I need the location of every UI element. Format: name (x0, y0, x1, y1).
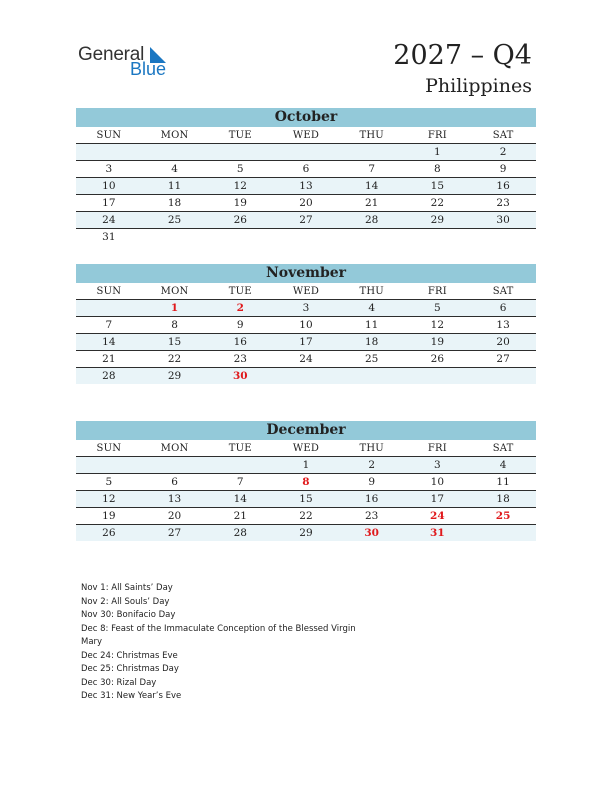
week-row (76, 300, 536, 317)
week-row (76, 195, 536, 212)
week-row (76, 161, 536, 178)
holiday-day-cell: 1 (142, 300, 208, 317)
day-cell (273, 368, 339, 385)
day-cell: 3 (405, 457, 471, 474)
day-cell: 10 (76, 178, 142, 195)
day-cell: 12 (76, 491, 142, 508)
day-cell: 8 (171, 319, 178, 331)
day-cell: 29 (405, 212, 471, 229)
week-row (76, 525, 536, 542)
day-cell: 26 (76, 525, 142, 542)
day-cell: 22 (167, 353, 182, 365)
week-row (76, 317, 536, 334)
day-cell (470, 229, 536, 246)
day-cell: 19 (233, 197, 247, 209)
day-cell: 25 (364, 353, 379, 365)
month-header: October (76, 108, 536, 127)
day-cell: 17 (102, 197, 116, 209)
note-line: Nov 1: All Saints’ Day (81, 583, 173, 593)
weekday-label: FRI (427, 442, 447, 454)
weekday-label: FRI (427, 285, 447, 297)
day-cell: 18 (167, 197, 182, 209)
note-line: Dec 30: Rizal Day (81, 677, 157, 688)
weekday-label: TUE (228, 285, 252, 297)
day-cell: 25 (142, 212, 208, 229)
day-cell: 13 (273, 178, 339, 195)
day-cell: 15 (142, 334, 208, 351)
day-cell (142, 457, 208, 474)
weekday-label: MON (160, 285, 189, 297)
day-cell: 30 (470, 212, 536, 229)
month-grid (76, 127, 536, 245)
day-cell: 6 (470, 300, 536, 317)
day-cell (76, 457, 142, 474)
day-cell: 28 (76, 368, 142, 385)
day-cell: 7 (105, 319, 113, 331)
day-cell (405, 229, 471, 246)
day-cell: 11 (142, 178, 208, 195)
weekday-label: MON (160, 129, 189, 141)
day-cell: 23 (496, 197, 510, 209)
brand-logo (78, 44, 198, 80)
day-cell: 16 (470, 178, 536, 195)
day-cell (339, 144, 405, 161)
day-cell: 2 (470, 144, 536, 161)
day-cell: 14 (76, 334, 142, 351)
month-december (76, 421, 536, 541)
month-header: December (76, 421, 536, 440)
day-cell: 9 (236, 319, 244, 331)
day-cell: 14 (207, 491, 273, 508)
day-cell: 11 (364, 319, 379, 331)
holiday-day-cell: 8 (302, 476, 310, 488)
holiday-day-cell: 2 (207, 300, 273, 317)
week-row (76, 229, 536, 246)
month-header: November (76, 264, 536, 283)
week-row (76, 508, 536, 525)
day-cell (405, 368, 471, 385)
holiday-day-cell: 25 (495, 510, 511, 522)
day-cell: 16 (207, 334, 273, 351)
day-cell: 17 (405, 491, 471, 508)
day-cell: 17 (273, 334, 339, 351)
day-cell: 26 (207, 212, 273, 229)
week-row (76, 212, 536, 229)
holiday-notes (81, 582, 356, 704)
day-cell: 3 (273, 300, 339, 317)
day-cell: 12 (207, 178, 273, 195)
day-cell: 3 (105, 163, 113, 175)
logo-general-text: General (78, 44, 145, 65)
weekday-label: THU (359, 442, 384, 454)
note-line: Nov 30: Bonifacio Day (81, 610, 176, 620)
weekday-row (76, 283, 536, 300)
day-cell: 12 (430, 319, 445, 331)
day-cell: 9 (368, 476, 375, 488)
day-cell: 28 (207, 525, 273, 542)
day-cell: 18 (470, 491, 536, 508)
day-cell: 26 (430, 353, 445, 365)
day-cell: 24 (299, 353, 313, 365)
weekday-label: SUN (96, 285, 122, 297)
weekday-label: SAT (492, 442, 514, 454)
week-row (76, 334, 536, 351)
week-row (76, 474, 536, 491)
day-cell: 21 (233, 510, 247, 522)
day-cell: 19 (102, 510, 116, 522)
day-cell: 28 (339, 212, 405, 229)
day-cell: 2 (339, 457, 405, 474)
day-cell: 1 (273, 457, 339, 474)
weekday-label: SUN (96, 442, 122, 454)
weekday-row (76, 440, 536, 457)
weekday-row (76, 127, 536, 144)
day-cell: 4 (470, 457, 536, 474)
month-october (76, 108, 536, 245)
day-cell: 15 (405, 178, 471, 195)
page-subtitle: Philippines (425, 75, 532, 97)
day-cell: 11 (496, 476, 510, 488)
logo-blue-text: Blue (130, 59, 167, 79)
day-cell: 24 (76, 212, 142, 229)
weekday-label: FRI (427, 129, 447, 141)
day-cell: 31 (102, 231, 116, 243)
holiday-day-cell: 30 (339, 525, 405, 542)
day-cell: 22 (430, 197, 445, 209)
day-cell: 5 (405, 300, 471, 317)
weekday-label: THU (359, 129, 384, 141)
day-cell: 22 (299, 510, 313, 522)
week-row (76, 368, 536, 385)
weekday-label: WED (292, 442, 320, 454)
day-cell: 9 (499, 163, 507, 175)
day-cell: 4 (339, 300, 405, 317)
day-cell (207, 229, 273, 246)
day-cell: 8 (434, 163, 441, 175)
day-cell: 27 (273, 212, 339, 229)
day-cell: 27 (142, 525, 208, 542)
day-cell (273, 144, 339, 161)
day-cell: 10 (299, 319, 313, 331)
month-grid (76, 283, 536, 384)
day-cell: 14 (339, 178, 405, 195)
note-line: Dec 8: Feast of the Immaculate Conception of the Blessed Virgin (81, 623, 356, 634)
week-row (76, 178, 536, 195)
weekday-label: SAT (492, 285, 514, 297)
weekday-label: WED (292, 285, 320, 297)
day-cell: 20 (167, 510, 182, 522)
day-cell: 6 (302, 163, 310, 175)
page-title: 2027 – Q4 (393, 40, 532, 71)
day-cell: 23 (233, 353, 247, 365)
day-cell (76, 300, 142, 317)
day-cell: 21 (102, 353, 116, 365)
day-cell: 5 (105, 476, 113, 488)
day-cell: 29 (273, 525, 339, 542)
week-row (76, 491, 536, 508)
day-cell: 1 (405, 144, 471, 161)
holiday-day-cell: 31 (405, 525, 471, 542)
weekday-label: THU (359, 285, 384, 297)
day-cell (142, 144, 208, 161)
day-cell (470, 368, 536, 385)
day-cell (273, 229, 339, 246)
day-cell (339, 229, 405, 246)
day-cell: 13 (496, 319, 510, 331)
day-cell: 27 (496, 353, 510, 365)
day-cell (76, 144, 142, 161)
day-cell: 15 (273, 491, 339, 508)
day-cell: 18 (339, 334, 405, 351)
day-cell: 5 (236, 163, 244, 175)
day-cell: 23 (364, 510, 379, 522)
note-line: Dec 24: Christmas Eve (81, 650, 178, 661)
day-cell (142, 229, 208, 246)
day-cell: 7 (236, 476, 244, 488)
month-grid (76, 440, 536, 541)
note-line: Dec 31: New Year’s Eve (81, 691, 182, 701)
day-cell: 19 (405, 334, 471, 351)
note-line: Mary (81, 637, 103, 647)
day-cell: 6 (171, 476, 178, 488)
holiday-day-cell: 24 (430, 510, 445, 522)
weekday-label: TUE (228, 129, 252, 141)
weekday-label: MON (160, 442, 189, 454)
day-cell (207, 144, 273, 161)
week-row (76, 144, 536, 161)
day-cell: 29 (142, 368, 208, 385)
note-line: Dec 25: Christmas Day (81, 664, 179, 674)
day-cell: 10 (430, 476, 445, 488)
day-cell: 13 (142, 491, 208, 508)
month-november (76, 264, 536, 384)
day-cell: 7 (368, 163, 375, 175)
week-row (76, 351, 536, 368)
day-cell: 21 (364, 197, 379, 209)
weekday-label: TUE (228, 442, 252, 454)
weekday-label: WED (292, 129, 320, 141)
day-cell: 16 (339, 491, 405, 508)
day-cell (207, 457, 273, 474)
weekday-label: SAT (492, 129, 514, 141)
day-cell (470, 525, 536, 542)
note-line: Nov 2: All Souls’ Day (81, 596, 170, 607)
day-cell: 4 (171, 163, 178, 175)
day-cell: 20 (299, 197, 313, 209)
weekday-label: SUN (96, 129, 122, 141)
day-cell (339, 368, 405, 385)
holiday-day-cell: 30 (207, 368, 273, 385)
day-cell: 20 (470, 334, 536, 351)
week-row (76, 457, 536, 474)
